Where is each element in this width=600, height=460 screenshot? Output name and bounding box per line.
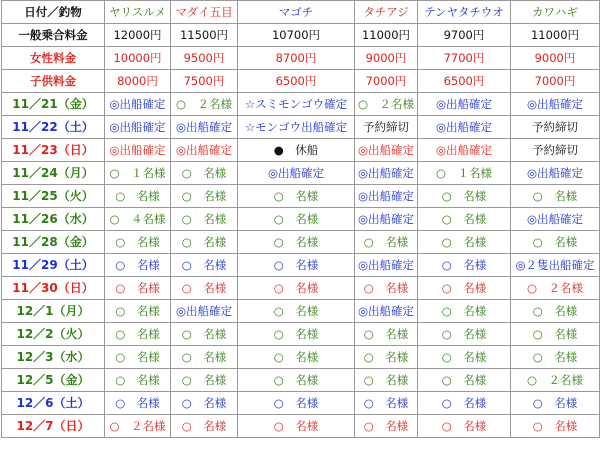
schedule-status-cell: ○ ２名様 xyxy=(171,93,238,116)
schedule-status-cell: ○ 名様 xyxy=(418,277,511,300)
schedule-status-cell: ◎出船確定 xyxy=(171,139,238,162)
schedule-section xyxy=(2,93,600,438)
schedule-status-cell: ○ 名様 xyxy=(105,369,171,392)
schedule-status-cell: 予約締切 xyxy=(355,116,418,139)
schedule-status-cell: ◎出船確定 xyxy=(355,185,418,208)
schedule-status-cell: ○ 名様 xyxy=(511,415,600,438)
schedule-row xyxy=(2,254,600,277)
header-fish-5: テンヤタチウオ xyxy=(418,1,511,24)
price-cell: 9700円 xyxy=(418,24,511,47)
schedule-date: 12／6（土） xyxy=(2,392,105,415)
schedule-row xyxy=(2,300,600,323)
schedule-status-cell: ○ 名様 xyxy=(418,300,511,323)
header-date-fish-label: 日付／釣物 xyxy=(2,1,105,24)
schedule-status-cell: ○ 名様 xyxy=(105,323,171,346)
schedule-status-cell: ○ 名様 xyxy=(418,369,511,392)
header-fish-2: マダイ五目 xyxy=(171,1,238,24)
schedule-status-cell: ☆モンゴウ出船確定 xyxy=(238,116,355,139)
schedule-status-cell: ○ ２名様 xyxy=(355,93,418,116)
price-cell: 8700円 xyxy=(238,47,355,70)
schedule-status-cell: ○ 名様 xyxy=(171,369,238,392)
schedule-status-cell: ○ 名様 xyxy=(238,231,355,254)
schedule-status-cell: ○ 名様 xyxy=(238,300,355,323)
schedule-status-cell: ○ 名様 xyxy=(418,415,511,438)
schedule-status-cell: ○ ２名様 xyxy=(105,415,171,438)
price-section xyxy=(2,24,600,93)
schedule-status-cell: ○ １名様 xyxy=(418,162,511,185)
schedule-date: 11／30（日） xyxy=(2,277,105,300)
schedule-status-cell: ○ 名様 xyxy=(105,254,171,277)
schedule-row xyxy=(2,93,600,116)
header-fish-6: カワハギ xyxy=(511,1,600,24)
schedule-status-cell: ○ 名様 xyxy=(238,185,355,208)
schedule-status-cell: ○ 名様 xyxy=(355,369,418,392)
schedule-row xyxy=(2,277,600,300)
schedule-status-cell: ○ 名様 xyxy=(511,392,600,415)
schedule-status-cell: ○ 名様 xyxy=(238,277,355,300)
schedule-date: 11／28（金） xyxy=(2,231,105,254)
schedule-status-cell: ◎出船確定 xyxy=(355,300,418,323)
schedule-status-cell: ◎出船確定 xyxy=(418,139,511,162)
schedule-status-cell: ◎出船確定 xyxy=(355,139,418,162)
price-cell: 6500円 xyxy=(238,70,355,93)
schedule-status-cell: ○ 名様 xyxy=(511,323,600,346)
price-label: 一般乗合料金 xyxy=(2,24,105,47)
price-cell: 6500円 xyxy=(418,70,511,93)
schedule-status-cell: ○ 名様 xyxy=(418,185,511,208)
schedule-status-cell: ◎２隻出船確定 xyxy=(511,254,600,277)
price-cell: 7000円 xyxy=(511,70,600,93)
schedule-status-cell: ○ 名様 xyxy=(355,346,418,369)
schedule-date: 11／25（火） xyxy=(2,185,105,208)
schedule-status-cell: ○ 名様 xyxy=(105,392,171,415)
schedule-status-cell: ◎出船確定 xyxy=(171,116,238,139)
schedule-status-cell: ◎出船確定 xyxy=(511,162,600,185)
schedule-status-cell: ○ 名様 xyxy=(171,162,238,185)
header-fish-4: タチアジ xyxy=(355,1,418,24)
schedule-row xyxy=(2,415,600,438)
price-cell: 12000円 xyxy=(105,24,171,47)
schedule-row xyxy=(2,392,600,415)
schedule-status-cell: ● 休船 xyxy=(238,139,355,162)
schedule-row xyxy=(2,369,600,392)
schedule-status-cell: ○ 名様 xyxy=(511,300,600,323)
schedule-status-cell: ○ 名様 xyxy=(355,231,418,254)
schedule-date: 11／29（土） xyxy=(2,254,105,277)
schedule-row xyxy=(2,139,600,162)
schedule-status-cell: ◎出船確定 xyxy=(355,208,418,231)
schedule-status-cell: ○ 名様 xyxy=(171,231,238,254)
schedule-status-cell: ◎出船確定 xyxy=(511,93,600,116)
schedule-date: 12／3（水） xyxy=(2,346,105,369)
price-cell: 9000円 xyxy=(355,47,418,70)
schedule-status-cell: ○ 名様 xyxy=(171,185,238,208)
schedule-status-cell: ◎出船確定 xyxy=(418,116,511,139)
schedule-row xyxy=(2,208,600,231)
header-fish-1: ヤリスルメ xyxy=(105,1,171,24)
schedule-status-cell: ◎出船確定 xyxy=(355,162,418,185)
schedule-row xyxy=(2,116,600,139)
schedule-status-cell: ○ 名様 xyxy=(171,323,238,346)
price-row xyxy=(2,47,600,70)
schedule-status-cell: ◎出船確定 xyxy=(238,162,355,185)
schedule-status-cell: ○ 名様 xyxy=(238,208,355,231)
schedule-status-cell: ○ 名様 xyxy=(418,346,511,369)
schedule-status-cell: ○ 名様 xyxy=(238,369,355,392)
schedule-status-cell: ○ 名様 xyxy=(105,185,171,208)
schedule-date: 11／23（日） xyxy=(2,139,105,162)
schedule-date: 11／22（土） xyxy=(2,116,105,139)
price-cell: 9000円 xyxy=(511,47,600,70)
header-row xyxy=(2,1,600,24)
schedule-status-cell: ○ ２名様 xyxy=(511,369,600,392)
schedule-status-cell: ○ 名様 xyxy=(355,392,418,415)
price-row xyxy=(2,70,600,93)
schedule-status-cell: ○ 名様 xyxy=(355,323,418,346)
header-fish-3: マゴチ xyxy=(238,1,355,24)
schedule-status-cell: ○ 名様 xyxy=(238,346,355,369)
schedule-status-cell: ○ 名様 xyxy=(171,415,238,438)
price-row xyxy=(2,24,600,47)
schedule-status-cell: ○ 名様 xyxy=(418,254,511,277)
schedule-status-cell: ○ 名様 xyxy=(355,277,418,300)
price-cell: 11000円 xyxy=(355,24,418,47)
schedule-status-cell: ☆スミモンゴウ確定 xyxy=(238,93,355,116)
schedule-status-cell: ○ 名様 xyxy=(418,208,511,231)
schedule-status-cell: ○ 名様 xyxy=(511,185,600,208)
schedule-date: 12／5（金） xyxy=(2,369,105,392)
schedule-status-cell: 予約締切 xyxy=(511,139,600,162)
schedule-date: 11／26（水） xyxy=(2,208,105,231)
schedule-status-cell: ○ 名様 xyxy=(418,231,511,254)
schedule-status-cell: 予約締切 xyxy=(511,116,600,139)
price-label: 子供料金 xyxy=(2,70,105,93)
price-cell: 11000円 xyxy=(511,24,600,47)
price-label: 女性料金 xyxy=(2,47,105,70)
schedule-status-cell: ○ 名様 xyxy=(105,277,171,300)
schedule-status-cell: ○ ４名様 xyxy=(105,208,171,231)
schedule-date: 12／2（火） xyxy=(2,323,105,346)
price-cell: 7500円 xyxy=(171,70,238,93)
schedule-status-cell: ○ ２名様 xyxy=(511,277,600,300)
schedule-status-cell: ○ 名様 xyxy=(511,346,600,369)
price-cell: 7700円 xyxy=(418,47,511,70)
schedule-status-cell: ○ 名様 xyxy=(171,392,238,415)
schedule-row xyxy=(2,185,600,208)
schedule-status-cell: ◎出船確定 xyxy=(171,300,238,323)
schedule-status-cell: ◎出船確定 xyxy=(418,93,511,116)
price-cell: 10000円 xyxy=(105,47,171,70)
schedule-status-cell: ○ 名様 xyxy=(105,300,171,323)
schedule-status-cell: ◎出船確定 xyxy=(355,254,418,277)
schedule-status-cell: ◎出船確定 xyxy=(105,116,171,139)
table-header xyxy=(2,1,600,24)
schedule-status-cell: ○ 名様 xyxy=(238,254,355,277)
schedule-status-cell: ○ １名様 xyxy=(105,162,171,185)
schedule-status-cell: ○ 名様 xyxy=(105,346,171,369)
price-cell: 9500円 xyxy=(171,47,238,70)
schedule-status-cell: ○ 名様 xyxy=(238,392,355,415)
schedule-status-cell: ○ 名様 xyxy=(355,415,418,438)
schedule-row xyxy=(2,231,600,254)
price-cell: 8000円 xyxy=(105,70,171,93)
schedule-status-cell: ◎出船確定 xyxy=(105,139,171,162)
schedule-row xyxy=(2,162,600,185)
schedule-status-cell: ○ 名様 xyxy=(171,346,238,369)
schedule-status-cell: ○ 名様 xyxy=(418,323,511,346)
schedule-status-cell: ○ 名様 xyxy=(105,231,171,254)
schedule-date: 11／24（月） xyxy=(2,162,105,185)
schedule-status-cell: ○ 名様 xyxy=(418,392,511,415)
schedule-status-cell: ◎出船確定 xyxy=(105,93,171,116)
schedule-status-cell: ○ 名様 xyxy=(511,231,600,254)
schedule-status-cell: ○ 名様 xyxy=(238,323,355,346)
schedule-row xyxy=(2,346,600,369)
fishing-schedule-table xyxy=(1,0,600,438)
price-cell: 10700円 xyxy=(238,24,355,47)
schedule-status-cell: ◎出船確定 xyxy=(511,208,600,231)
price-cell: 7000円 xyxy=(355,70,418,93)
schedule-row xyxy=(2,323,600,346)
schedule-status-cell: ○ 名様 xyxy=(171,254,238,277)
schedule-status-cell: ○ 名様 xyxy=(171,277,238,300)
schedule-date: 11／21（金） xyxy=(2,93,105,116)
schedule-date: 12／7（日） xyxy=(2,415,105,438)
schedule-status-cell: ○ 名様 xyxy=(238,415,355,438)
schedule-date: 12／1（月） xyxy=(2,300,105,323)
schedule-status-cell: ○ 名様 xyxy=(171,208,238,231)
price-cell: 11500円 xyxy=(171,24,238,47)
